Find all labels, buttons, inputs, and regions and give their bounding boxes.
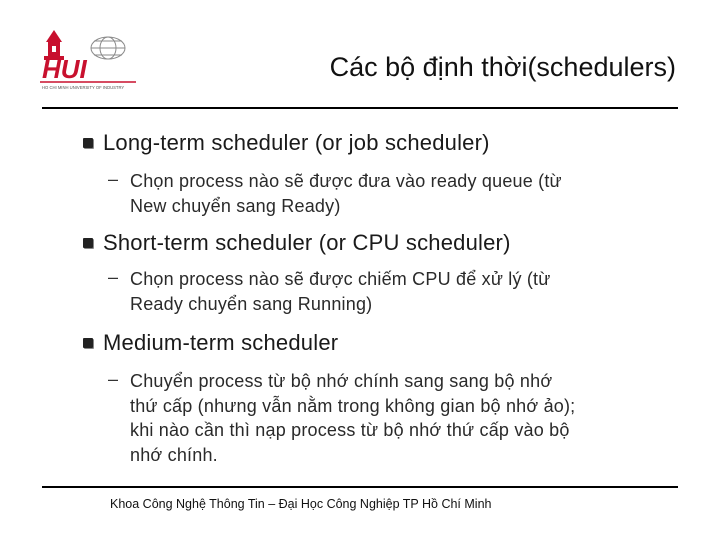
sub-line: khi nào cần thì nạp process từ bộ nhớ thứ cấp vào bộ bbox=[130, 420, 570, 440]
square-bullet-icon bbox=[83, 238, 93, 248]
sub-item-text bbox=[130, 169, 562, 218]
sub-item bbox=[108, 267, 551, 316]
sub-line: Chọn process nào sẽ được đưa vào ready queue (từ bbox=[130, 171, 562, 191]
sub-line: Chuyển process từ bộ nhớ chính sang sang bộ nhớ bbox=[130, 371, 553, 391]
sub-line: Chọn process nào sẽ được chiếm CPU để xử lý (từ bbox=[130, 269, 551, 289]
bottom-divider bbox=[42, 486, 678, 488]
sub-item-text bbox=[130, 369, 575, 467]
footer-text: Khoa Công Nghệ Thông Tin – Đại Học Công Nghiệp TP Hồ Chí Minh bbox=[110, 497, 492, 511]
sub-line: nhớ chính. bbox=[130, 444, 218, 465]
bullet-item-short-term bbox=[83, 230, 511, 256]
bullet-heading: Long-term scheduler (or job scheduler) bbox=[103, 130, 490, 155]
sub-line: Ready chuyển sang Running) bbox=[130, 293, 373, 314]
square-bullet-icon bbox=[83, 338, 93, 348]
top-divider bbox=[42, 107, 678, 109]
svg-text:HO CHI MINH UNIVERSITY OF INDU: HO CHI MINH UNIVERSITY OF INDUSTRY bbox=[42, 85, 125, 90]
square-bullet-icon bbox=[83, 138, 93, 148]
sub-item bbox=[108, 369, 575, 467]
bullet-item-long-term bbox=[83, 130, 490, 156]
bullet-item-medium-term bbox=[83, 330, 338, 356]
bullet-heading: Short-term scheduler (or CPU scheduler) bbox=[103, 230, 511, 255]
bullet-heading: Medium-term scheduler bbox=[103, 330, 339, 355]
slide-title: Các bộ định thời(schedulers) bbox=[329, 52, 676, 82]
sub-line: thứ cấp (nhưng vẫn nằm trong không gian bộ nhớ ảo); bbox=[130, 395, 576, 416]
dash-icon: – bbox=[108, 369, 119, 389]
dash-icon: – bbox=[108, 169, 119, 189]
dash-icon: – bbox=[108, 267, 119, 287]
svg-text:HUI: HUI bbox=[42, 54, 87, 84]
hui-logo-icon bbox=[36, 26, 148, 92]
sub-item-text bbox=[130, 267, 551, 316]
sub-item bbox=[108, 169, 562, 218]
sub-line: New chuyển sang Ready) bbox=[130, 195, 341, 216]
university-logo bbox=[36, 26, 148, 92]
